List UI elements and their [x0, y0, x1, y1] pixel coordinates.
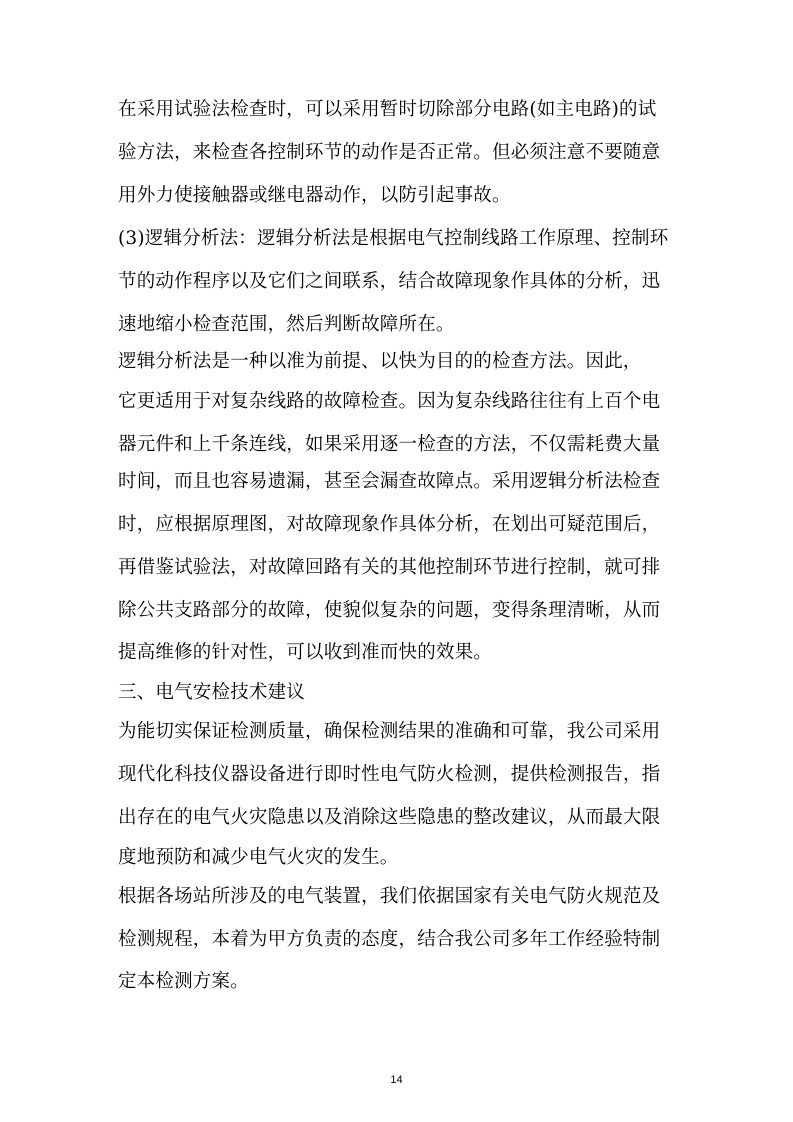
- paragraph-line: 器元件和上千条连线，如果采用逐一检查的方法，不仅需耗费大量: [118, 434, 661, 455]
- paragraph-line: 为能切实保证检测质量，确保检测结果的准确和可靠，我公司采用: [118, 721, 661, 742]
- paragraph-line: 在采用试验法检查时，可以采用暂时切除部分电路(如主电路)的试: [118, 99, 657, 120]
- paragraph-line: 用外力使接触器或继电器动作，以防引起事故。: [118, 185, 511, 206]
- paragraph-line: 它更适用于对复杂线路的故障检查。因为复杂线路往往有上百个电: [118, 391, 661, 412]
- paragraph-line: 节的动作程序以及它们之间联系，结合故障现象作具体的分析，迅: [118, 271, 661, 292]
- paragraph-line: (3)逻辑分析法：逻辑分析法是根据电气控制线路工作原理、控制环: [118, 228, 669, 249]
- paragraph-line: 提高维修的针对性，可以收到准而快的效果。: [118, 642, 493, 663]
- paragraph-line: 速地缩小检查范围，然后判断故障所在。: [118, 314, 455, 335]
- paragraph-line: 度地预防和减少电气火灾的发生。: [118, 847, 399, 868]
- section-heading: 三、电气安检技术建议: [118, 682, 306, 703]
- paragraph-line: 除公共支路部分的故障，使貌似复杂的问题，变得条理清晰，从而: [118, 600, 661, 621]
- page-number: 14: [390, 1074, 403, 1086]
- paragraph-line: 再借鉴试验法，对故障回路有关的其他控制环节进行控制，就可排: [118, 557, 661, 578]
- paragraph-line: 检测规程，本着为甲方负责的态度，结合我公司多年工作经验特制: [118, 929, 661, 950]
- paragraph-line: 时，应根据原理图，对故障现象作具体分析，在划出可疑范围后，: [118, 514, 661, 535]
- paragraph-line: 出存在的电气火灾隐患以及消除这些隐患的整改建议，从而最大限: [118, 807, 661, 828]
- paragraph-line: 定本检测方案。: [118, 971, 249, 992]
- paragraph-line: 根据各场站所涉及的电气装置，我们依据国家有关电气防火规范及: [118, 886, 661, 907]
- paragraph-line: 逻辑分析法是一种以准为前提、以快为目的的检查方法。因此，: [118, 351, 642, 372]
- paragraph-line: 验方法，来检查各控制环节的动作是否正常。但必须注意不要随意: [118, 142, 661, 163]
- paragraph-line: 时间，而且也容易遗漏，甚至会漏查故障点。采用逻辑分析法检查: [118, 471, 661, 492]
- paragraph-line: 现代化科技仪器设备进行即时性电气防火检测，提供检测报告，指: [118, 764, 661, 785]
